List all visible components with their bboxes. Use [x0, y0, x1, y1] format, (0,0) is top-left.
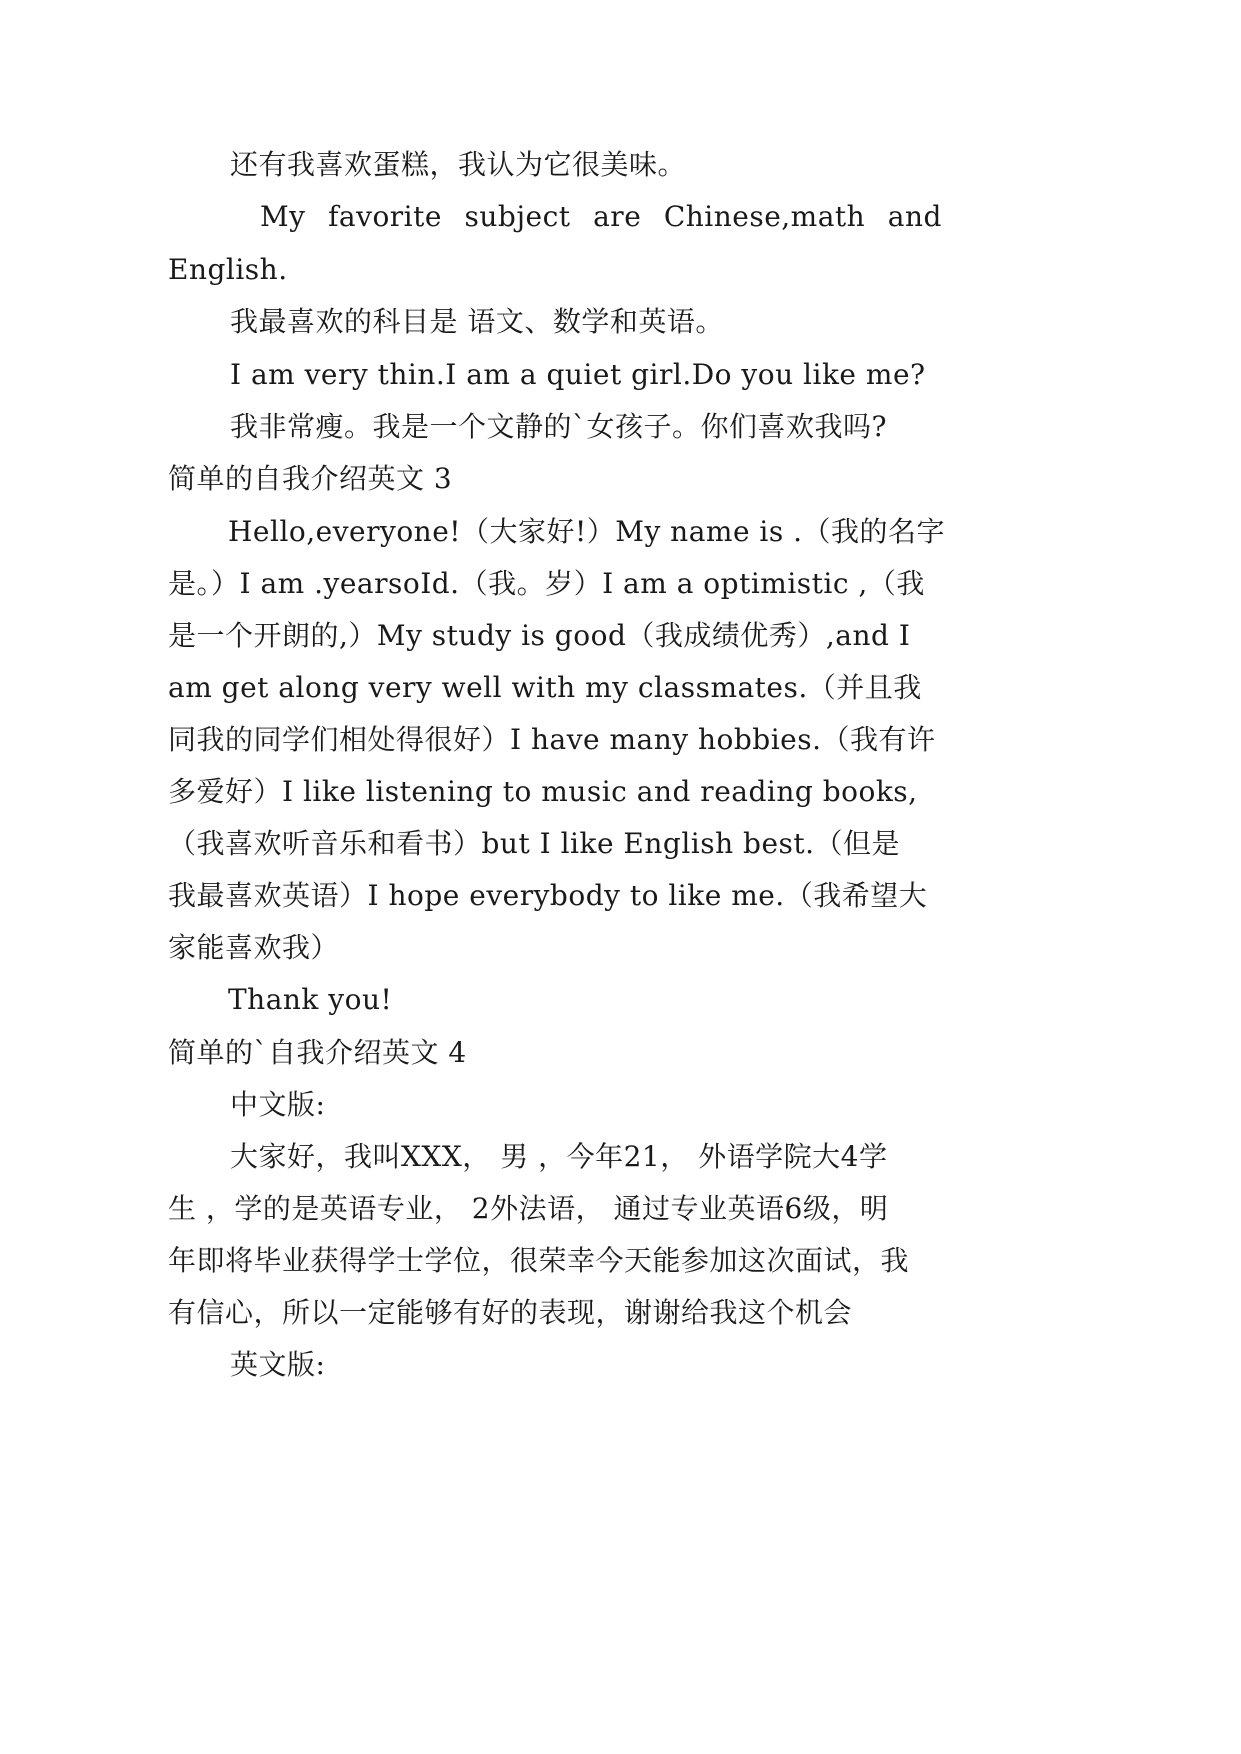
paragraph-line: 大家好，我叫XXX， 男 ，今年21， 外语学院大4学	[230, 1140, 888, 1173]
paragraph-line: 还有我喜欢蛋糕，我认为它很美味。	[230, 148, 687, 181]
paragraph-line: 生 ，学的是英语专业， 2外法语， 通过专业英语6级，明	[168, 1192, 889, 1225]
paragraph-line: 年即将毕业获得学士学位，很荣幸今天能参加这次面试，我	[168, 1244, 910, 1277]
word: subject	[464, 200, 571, 233]
word: Chinese,math	[663, 200, 866, 233]
word: are	[593, 200, 642, 233]
paragraph-line: 是一个开朗的,）My study is good（我成绩优秀）,and I	[168, 619, 911, 652]
paragraph-line: 同我的同学们相处得很好）I have many hobbies.（我有许	[168, 723, 936, 756]
paragraph-line-justified	[260, 200, 942, 234]
paragraph-line: 有信心，所以一定能够有好的表现，谢谢给我这个机会	[168, 1296, 853, 1329]
paragraph-line: Hello,everyone!（大家好!）My name is .（我的名字	[228, 515, 946, 548]
paragraph-line: （我喜欢听音乐和看书）but I like English best.（但是	[168, 827, 901, 860]
paragraph-line: am get along very well with my classmates.（并且我	[168, 671, 922, 704]
paragraph-line: 我最喜欢英语）I hope everybody to like me.（我希望大	[168, 879, 928, 912]
paragraph-line: 是。）I am .yearsoId.（我。岁）I am a optimistic ,（我	[168, 567, 925, 600]
paragraph-line: 家能喜欢我）	[168, 931, 340, 964]
section-heading: 简单的`自我介绍英文 4	[168, 1036, 467, 1069]
paragraph-line: 我最喜欢的科目是 语文、数学和英语。	[230, 305, 724, 338]
paragraph-line: 英文版:	[230, 1348, 326, 1381]
paragraph-line: 多爱好）I like listening to music and reading books,	[168, 775, 918, 808]
paragraph-line: Thank you!	[228, 983, 393, 1016]
section-heading: 简单的自我介绍英文 3	[168, 462, 453, 495]
paragraph-line: English.	[168, 253, 288, 286]
word: My	[260, 200, 306, 233]
paragraph-line: 中文版:	[230, 1088, 326, 1121]
paragraph-line: 我非常瘦。我是一个文静的`女孩子。你们喜欢我吗?	[230, 410, 888, 443]
word: favorite	[328, 200, 442, 233]
paragraph-line: I am very thin.I am a quiet girl.Do you like me?	[230, 358, 926, 391]
word: and	[887, 200, 942, 233]
